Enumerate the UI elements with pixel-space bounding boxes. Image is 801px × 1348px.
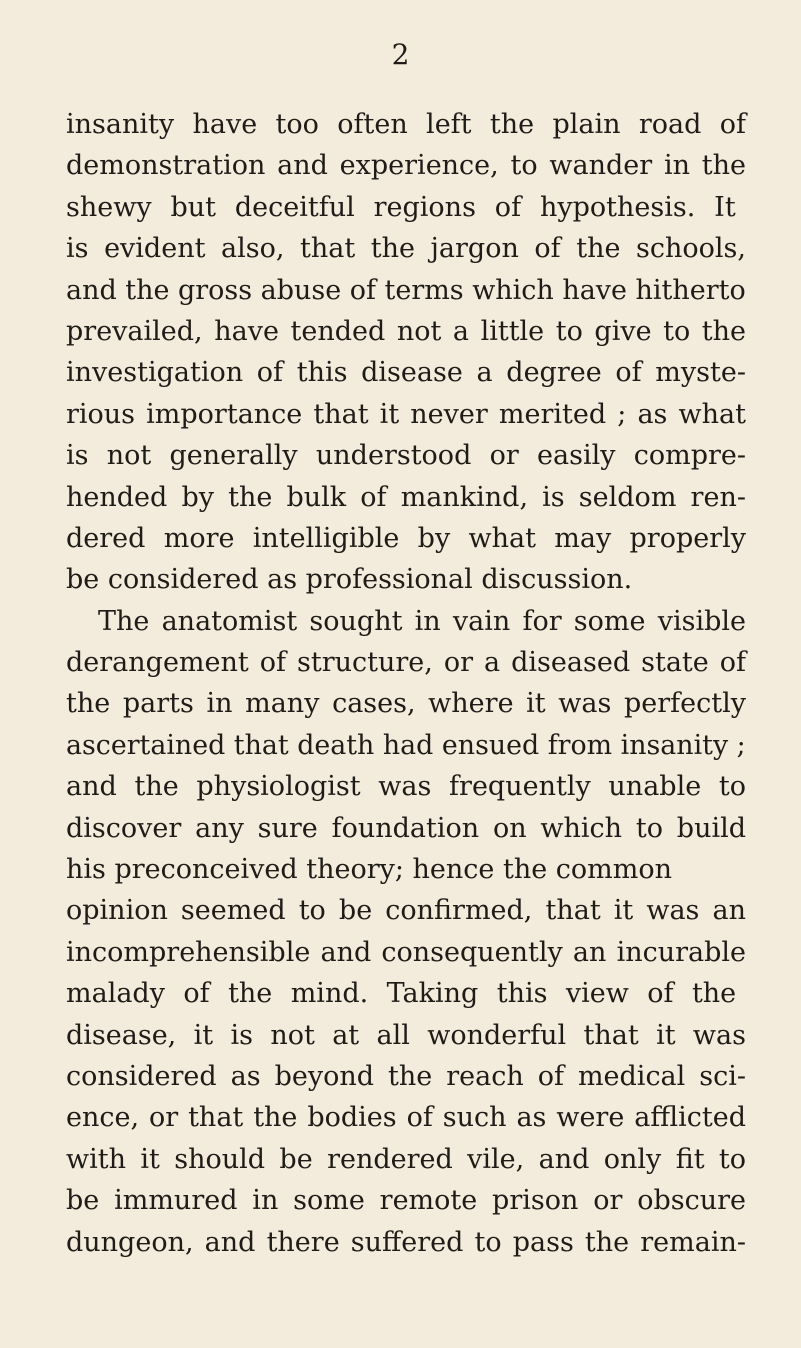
- text-line: disease, it is not at all wonderful that it was: [66, 1019, 746, 1051]
- text-line: is not generally understood or easily compre-: [66, 440, 746, 472]
- text-line: ence, or that the bodies of such as were afflicted: [66, 1102, 747, 1134]
- text-line: malady of the mind. Taking this view of the: [66, 978, 737, 1010]
- text-line: be considered as professional discussion.: [66, 564, 633, 596]
- text-line: the parts in many cases, where it was perfectly: [66, 688, 746, 720]
- text-line: ascertained that death had ensued from insanity ;: [66, 729, 746, 761]
- text-line: prevailed, have tended not a little to give to the: [66, 315, 747, 347]
- text-line: dered more intelligible by what may properly: [66, 522, 747, 554]
- text-line: with it should be rendered vile, and only fit to: [66, 1143, 747, 1175]
- text-line: is evident also, that the jargon of the schools,: [66, 233, 746, 265]
- text-line: and the physiologist was frequently unable to: [66, 771, 746, 803]
- text-line: opinion seemed to be confirmed, that it was an: [66, 895, 746, 927]
- text-line: incomprehensible and consequently an incurable: [66, 936, 747, 968]
- page-number: 2: [391, 38, 410, 71]
- text-line: his preconceived theory; hence the common: [66, 854, 673, 886]
- text-line: demonstration and experience, to wander in the: [66, 150, 746, 182]
- text-line: dungeon, and there suffered to pass the remain-: [66, 1226, 747, 1258]
- text-line: investigation of this disease a degree of myste-: [66, 357, 746, 389]
- text-line: shewy but deceitful regions of hypothesis. It: [66, 191, 736, 223]
- paragraph-start-line: The anatomist sought in vain for some visible: [98, 605, 746, 637]
- text-line: rious importance that it never merited ; as what: [66, 398, 746, 430]
- text-line: insanity have too often left the plain road of: [66, 109, 746, 140]
- text-line: hended by the bulk of mankind, is seldom ren-: [66, 481, 746, 513]
- text-line: derangement of structure, or a diseased state of: [66, 647, 747, 679]
- text-line: be immured in some remote prison or obscure: [66, 1185, 746, 1217]
- text-line: and the gross abuse of terms which have hitherto: [66, 274, 746, 306]
- text-line: discover any sure foundation on which to build: [66, 812, 747, 844]
- body-text: [66, 104, 746, 1263]
- text-line: considered as beyond the reach of medical sci-: [66, 1060, 747, 1092]
